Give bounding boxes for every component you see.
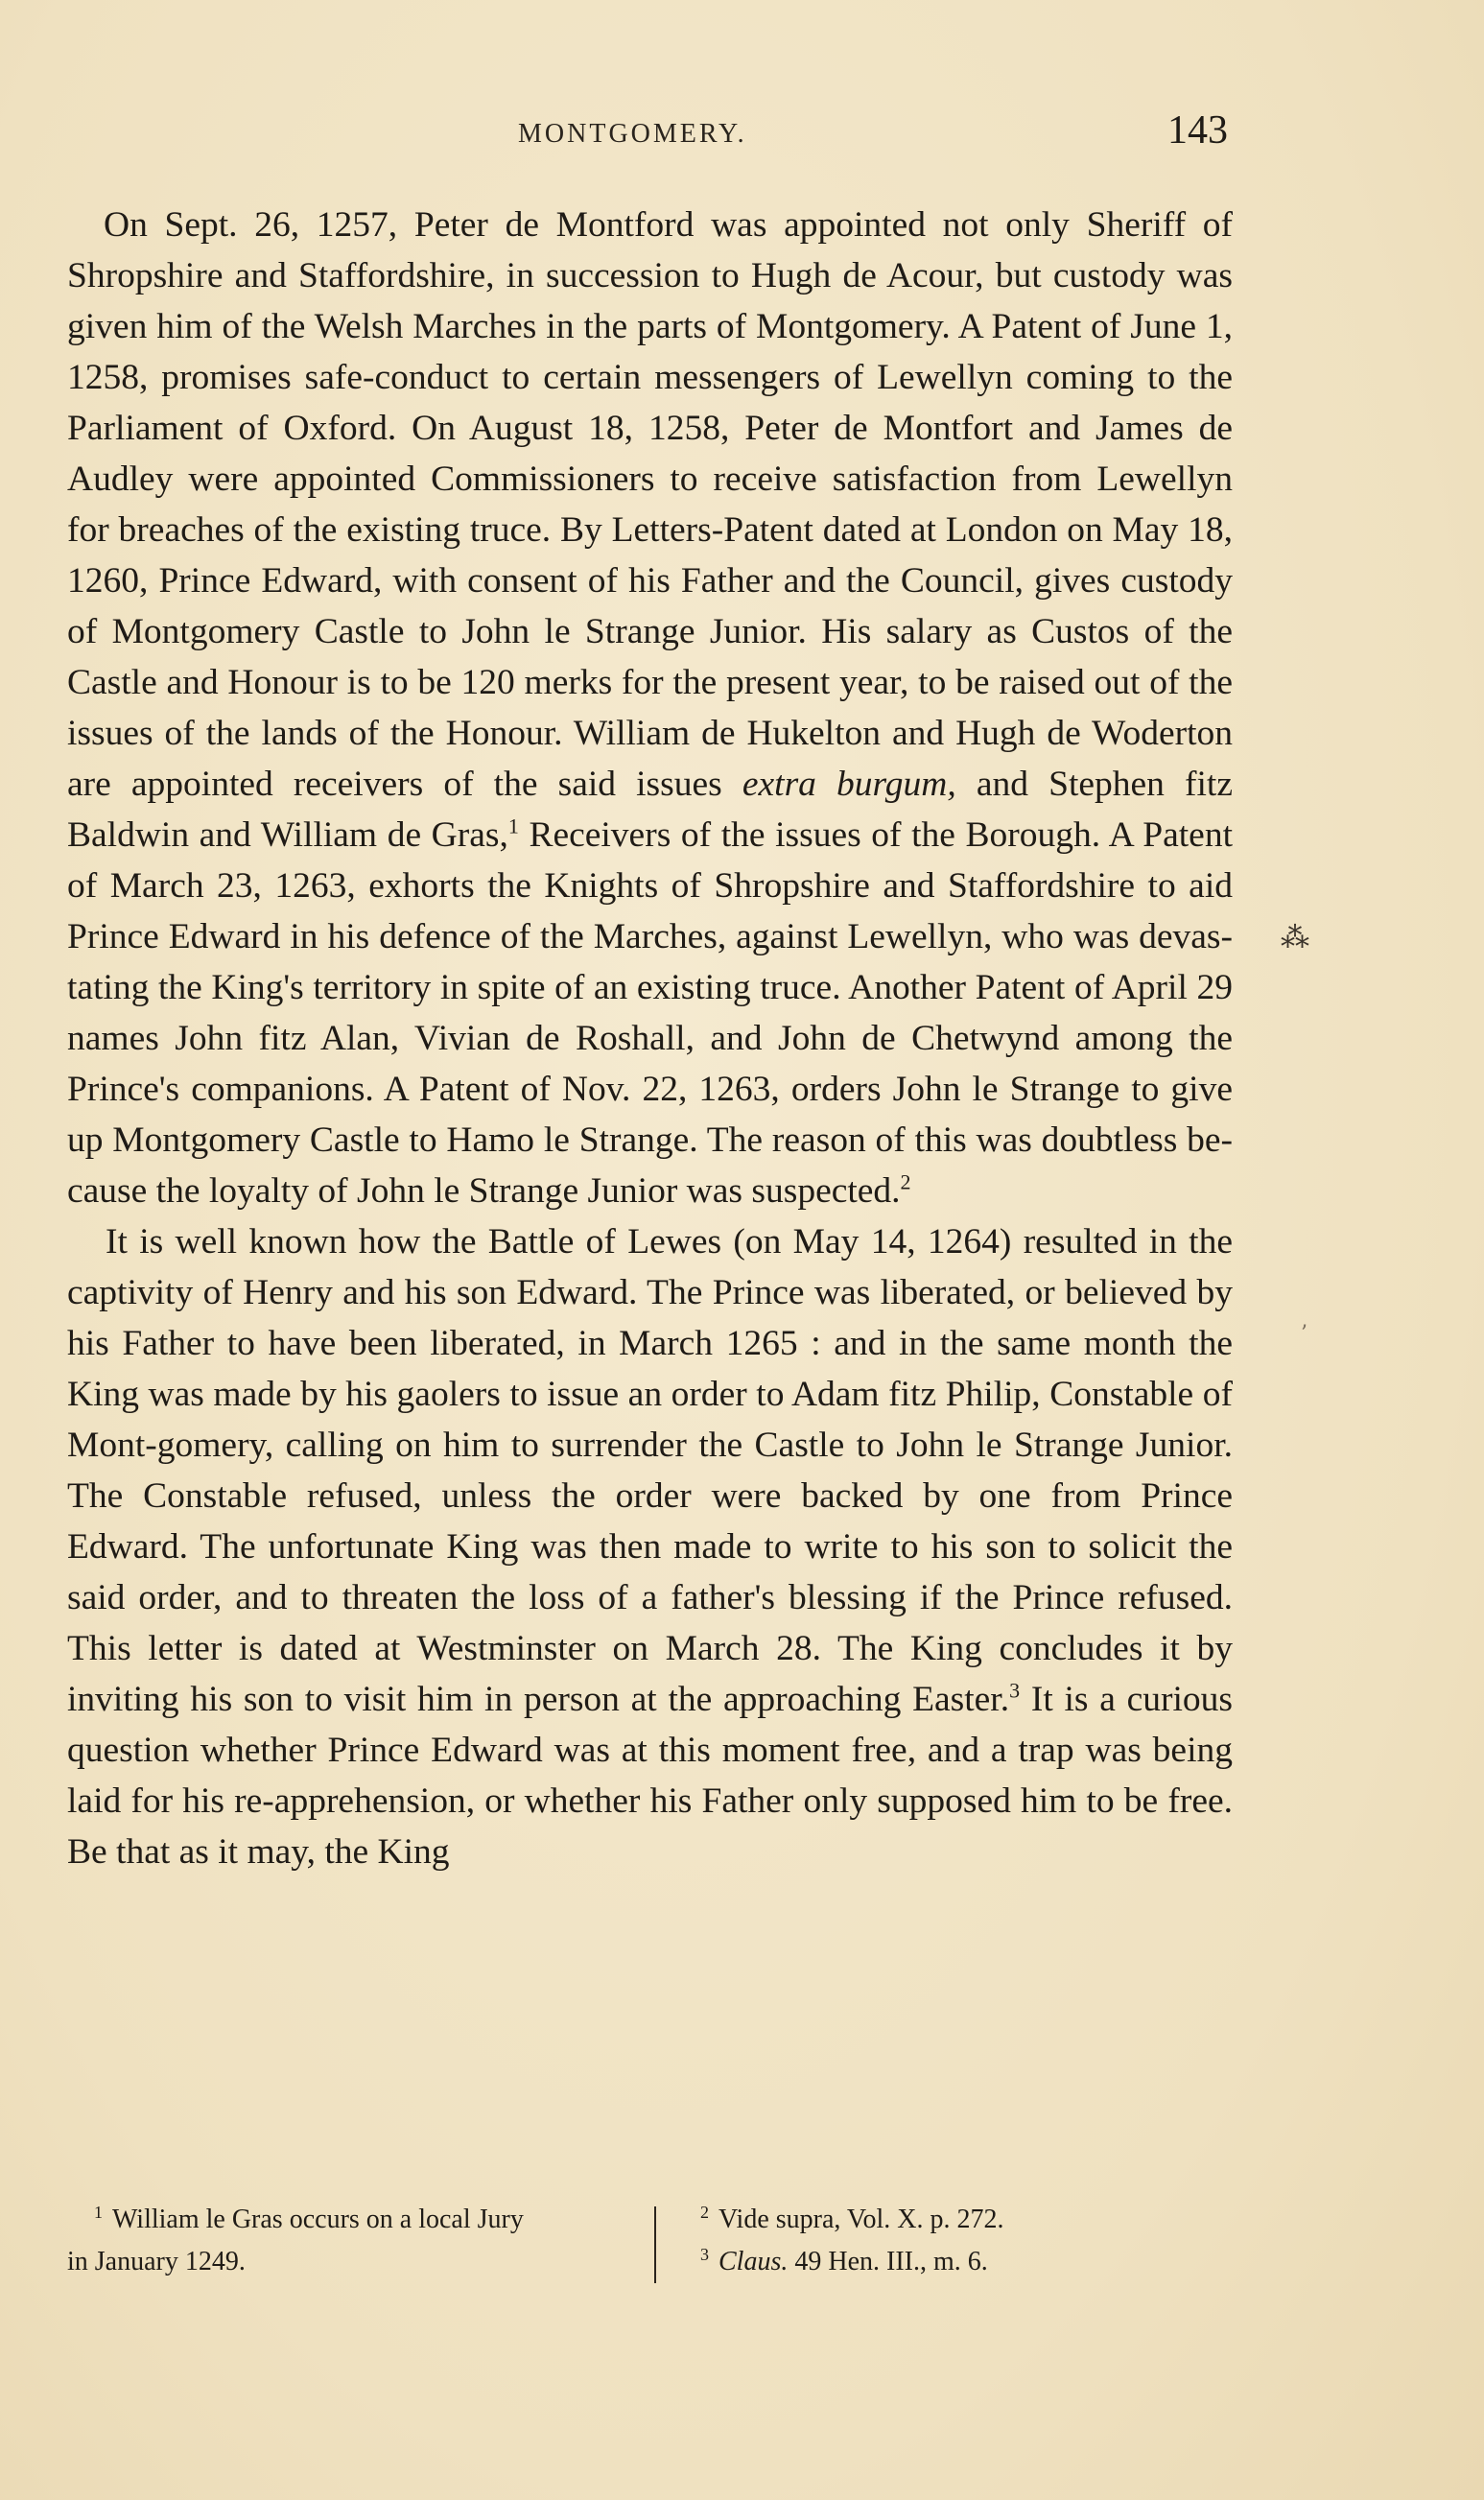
footnote-italic: Claus. bbox=[718, 2247, 789, 2276]
body-text bbox=[67, 200, 1233, 1877]
page-header bbox=[67, 107, 1228, 165]
footnote-3 bbox=[700, 2241, 1180, 2283]
footnote-divider bbox=[654, 2206, 656, 2283]
page-number: 143 bbox=[1167, 108, 1228, 153]
running-head: MONTGOMERY. bbox=[518, 119, 747, 149]
footnote-mark: 1 bbox=[94, 2202, 103, 2222]
footnote-mark: 2 bbox=[700, 2202, 709, 2222]
footnote-ref: 2 bbox=[900, 1169, 911, 1194]
paragraph bbox=[67, 200, 1233, 1216]
footnote-column-left bbox=[67, 2199, 635, 2283]
text-run: It is well known how the Battle of Lewes (on May 14, 1264) resulted in the captivity of Henry and his son Edward. The Prince was liberated, or believed by his Father to have been liberated, in March 1265 : and in the same month the King was made by his gaolers to issue an order to Adam fitz Philip, Constable of Mont-gomery, calling on him to surrender the Castle to John le Strange Junior. The Constable refused, unless the order were backed by one from Prince Edward. The unfortunate King was then made to write to his son to solicit the said order, and to threaten the loss of a father's blessing if the Prince refused. This letter is dated at Westminster on March 28. The King concludes it by inviting his son to visit him in person at the approaching Easter. bbox=[67, 1222, 1233, 1719]
text-run: and Stephen fitz Baldwin and William de Gras, bbox=[67, 765, 1233, 855]
text-run: It is a curious question whether Prince Edward was at this moment free, and a trap was being laid for his re-apprehension, or whether his Father only supposed him to be free. Be that as it may, the King bbox=[67, 1680, 1233, 1872]
footnote-2 bbox=[700, 2199, 1180, 2241]
paragraph bbox=[67, 1216, 1233, 1877]
footnote-1-continuation: in January 1249. bbox=[67, 2247, 246, 2276]
footnotes bbox=[67, 2199, 1170, 2295]
footnote-text: William le Gras occurs on a local Jury bbox=[112, 2205, 524, 2234]
text-run: Receivers of the issues of the Borough. A Patent of March 23, 1263, exhorts the Knights of Shropshire and Staffordshire to aid Prince Edward in his defence of the Marches, against Lewellyn, who was devas-tating the King's territory in spite of an existing truce. Another Patent of April 29 names John fitz Alan, Vivian de Roshall, and John de Chetwynd among the Prince's companions. A Patent of Nov. 22, 1263, orders John le Strange to give up Montgomery Castle to Hamo le Strange. The reason of this was doubtless be-cause the loyalty of John le Strange Junior was suspected. bbox=[67, 815, 1233, 1211]
italic-run: extra burgum, bbox=[742, 765, 956, 804]
footnote-ref: 1 bbox=[507, 814, 519, 838]
footnote-ref: 3 bbox=[1009, 1678, 1021, 1703]
footnote-column-right bbox=[700, 2199, 1180, 2283]
margin-tick-mark: ’ bbox=[1301, 1322, 1307, 1346]
margin-annotation-mark: ⁂ bbox=[1281, 921, 1309, 955]
footnote-1 bbox=[67, 2199, 635, 2241]
text-run: On Sept. 26, 1257, Peter de Montford was appointed not only Sheriff of Shropshire and Staffordshire, in succession to Hugh de Acour, but custody was given him of the Welsh Marches in the parts of Montgomery. A Patent of June 1, 1258, promises safe-conduct to certain messengers of Lewellyn coming to the Parliament of Oxford. On August 18, 1258, Peter de Montfort and James de Audley were appointed Commissioners to receive satisfaction from Lewellyn for breaches of the existing truce. By Letters-Patent dated at London on May 18, 1260, Prince Edward, with consent of his Father and the Council, gives custody of Montgomery Castle to John le Strange Junior. His salary as Custos of the Castle and Honour is to be 120 merks for the present year, to be raised out of the issues of the lands of the Honour. William de Hukelton and Hugh de Woderton are appointed receivers of the said issues bbox=[67, 205, 1233, 804]
footnote-text: Vide supra, Vol. X. p. 272. bbox=[718, 2205, 1004, 2234]
footnote-text: 49 Hen. III., m. 6. bbox=[788, 2247, 988, 2276]
footnote-mark: 3 bbox=[700, 2244, 709, 2264]
